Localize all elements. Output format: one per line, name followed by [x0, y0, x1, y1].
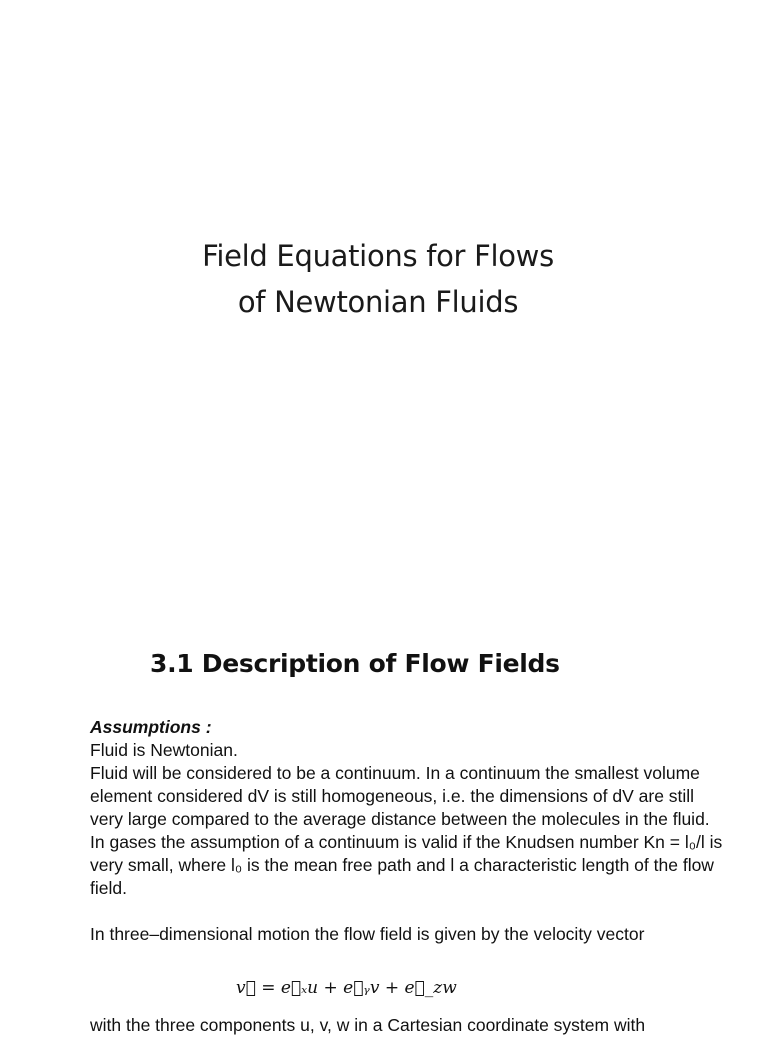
assumptions-label: Assumptions :	[90, 717, 212, 737]
section-heading: 3.1 Description of Flow Fields	[150, 649, 560, 678]
chapter-title	[0, 233, 756, 325]
chapter-title-line-1: Field Equations for Flows	[202, 239, 554, 273]
chapter-title-line-2: of Newtonian Fluids	[237, 285, 519, 319]
paragraph-continuum: Fluid will be considered to be a continuum. In a continuum the smallest volume element considered dV is still homogeneous, i.e. the dimensions of dV are still very large compared to the average distance between the molecules in the fluid.	[90, 763, 710, 829]
paragraph-gap	[90, 900, 730, 923]
cutoff-text-line: with the three components u, v, w in a Cartesian coordinate system with	[90, 1015, 646, 1035]
velocity-vector-formula	[236, 976, 457, 1000]
paragraph-knudsen: In gases the assumption of a continuum is valid if the Knudsen number Kn = l₀/l is very small, where l₀ is the mean free path and l a characteristic length of the flow field.	[90, 832, 723, 898]
paragraph-velocity-vector: In three–dimensional motion the flow field is given by the velocity vector	[90, 924, 645, 944]
body-text	[90, 716, 730, 946]
formula-text: v⃗ = e⃗ₓu + e⃗ᵧv + e⃗_zw	[236, 978, 457, 998]
paragraph-newtonian: Fluid is Newtonian.	[90, 740, 238, 760]
